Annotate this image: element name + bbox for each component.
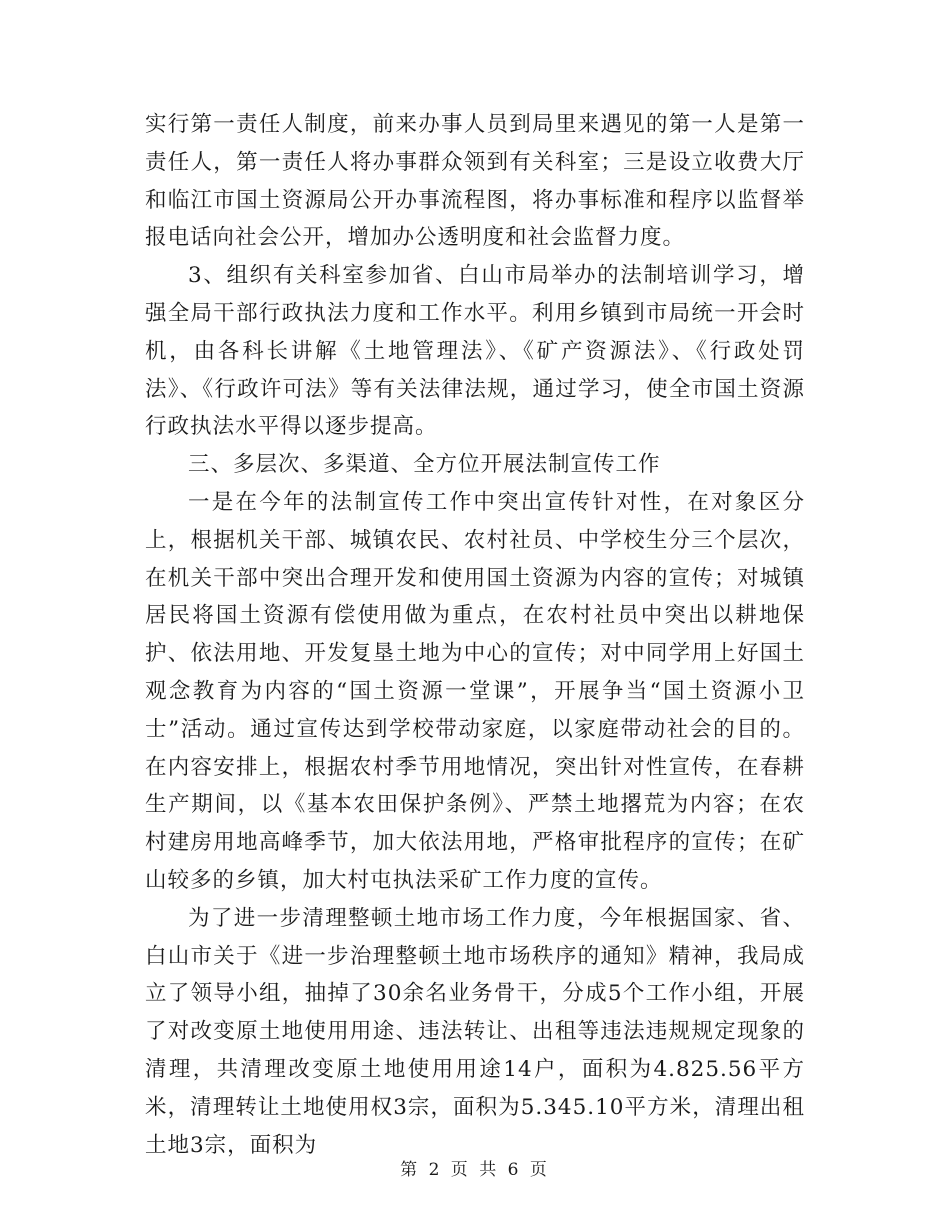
section-heading: 三、多层次、多渠道、全方位开展法制宣传工作 — [188, 452, 661, 478]
paragraph-land-market: 为了进一步清理整顿土地市场工作力度，今年根据国家、省、白山市关于《进一步治理整顿土地市场秩序的通知》精神，我局成立了领导小组，抽掉了30余名业务骨干，分成5个工作小组，开展了对改变原土地使用用途、违法转让、出租等违法违规规定现象的清理，共清理改变原土地使用用途14户，面积为4.825.56平方米，清理转让土地使用权3宗，面积为5.345.10平方米，清理出租土地3宗，面积为 — [145, 905, 805, 1158]
paragraph-publicity: 一是在今年的法制宣传工作中突出宣传针对性，在对象区分上，根据机关干部、城镇农民、农村社员、中学校生分三个层次，在机关干部中突出合理开发和使用国土资源为内容的宣传；对城镇居民将国土资源有偿使用做为重点，在农村社员中突出以耕地保护、依法用地、开发复垦土地为中心的宣传；对中同学用上好国土观念教育为内容的“国土资源一堂课”，开展争当“国土资源小卫士”活动。通过宣传达到学校带动家庭，以家庭带动社会的目的。在内容安排上，根据农村季节用地情况，突出针对性宣传，在春耕生产期间，以《基本农田保护条例》、严禁土地撂荒为内容；在农村建房用地高峰季节，加大依法用地，严格审批程序的宣传；在矿山较多的乡镇，加大村屯执法采矿工作力度的宣传。 — [145, 489, 805, 893]
page-number-footer: 第 2 页 共 6 页 — [400, 1160, 550, 1180]
paragraph-continuation: 实行第一责任人制度，前来办事人员到局里来遇见的第一人是第一责任人，第一责任人将办事群众领到有关科室；三是设立收费大厅和临江市国土资源局公开办事流程图，将办事标准和程序以监督举报电话向社会公开，增加办公透明度和社会监督力度。 — [145, 112, 805, 251]
paragraph-training: 3、组织有关科室参加省、白山市局举办的法制培训学习，增强全局干部行政执法力度和工作水平。利用乡镇到市局统一开会时机，由各科长讲解《土地管理法》、《矿产资源法》、《行政处罚法》、《行政许可法》等有关法律法规，通过学习，使全市国土资源行政执法水平得以逐步提高。 — [145, 263, 805, 440]
document-body — [145, 106, 805, 1164]
